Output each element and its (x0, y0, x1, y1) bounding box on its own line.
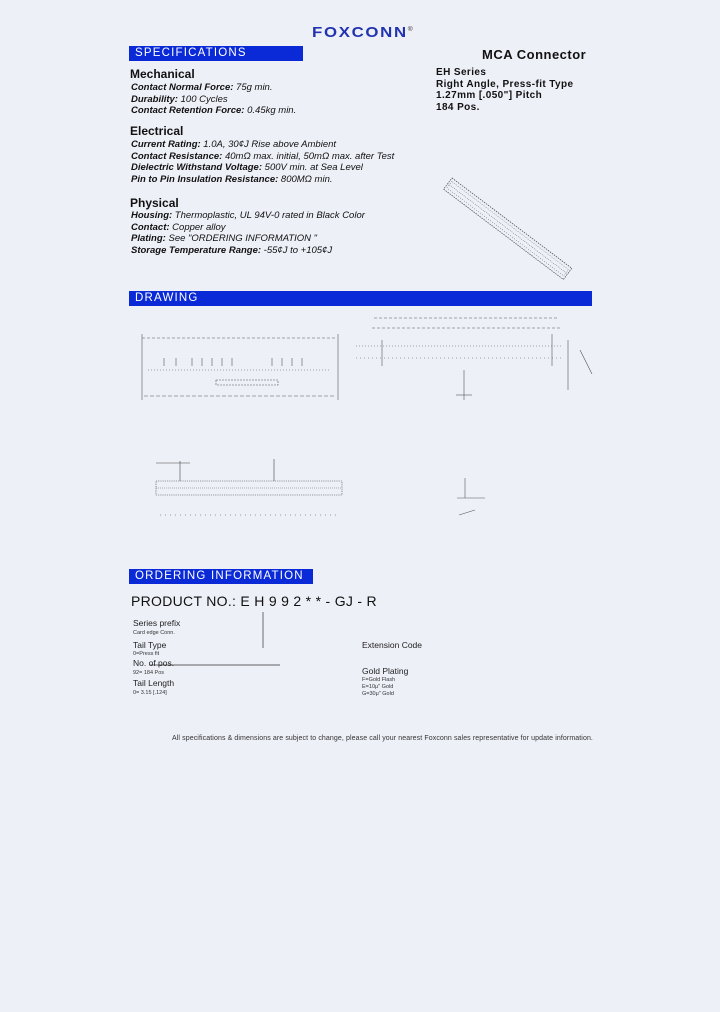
spec-row: Contact Retention Force: 0.45kg min. (131, 105, 297, 117)
spec-row: Plating: See "ORDERING INFORMATION " (131, 233, 318, 245)
spec-row: Dielectric Withstand Voltage: 500V min. at Sea Level (131, 162, 363, 174)
specifications-bar (129, 46, 303, 61)
spec-row: Contact Resistance: 40mΩ max. initial, 50mΩ max. after Test (131, 150, 395, 162)
extension-code-label: Extension Code (362, 640, 423, 650)
registered-mark: ® (407, 27, 415, 33)
series-line: 1.27mm [.050"] Pitch (436, 90, 543, 101)
drawing-bar (129, 291, 592, 306)
gold-plating-label: Gold Plating (362, 666, 409, 676)
physical-list (131, 210, 365, 256)
front-view-drawing (130, 330, 345, 410)
tail-type-sub: 0=Press fit (133, 651, 160, 657)
spec-row: Contact: Copper alloy (131, 221, 226, 233)
connector-photo (440, 170, 580, 280)
series-prefix-label: Series prefix (133, 618, 181, 628)
gold-plating-option: F=Gold Flash (362, 677, 396, 683)
series-line: Right Angle, Press-fit Type (436, 78, 574, 90)
ordering-bar (129, 569, 313, 584)
no-of-pos-label: No. of pos. (133, 658, 175, 668)
series-prefix-sub: Card edge Conn. (133, 630, 175, 636)
electrical-list (131, 139, 394, 185)
mechanical-list (131, 82, 296, 117)
no-of-pos-sub: 92= 184 Pos (133, 670, 165, 676)
product-title: MCA Connector (482, 47, 587, 62)
spec-row: Contact Normal Force: 75g min. (131, 82, 273, 93)
series-line: 184 Pos. (436, 101, 480, 113)
tail-type-label: Tail Type (133, 640, 167, 650)
spec-row: Housing: Thermoplastic, UL 94V-0 rated in Black Color (131, 210, 365, 221)
tail-length-label: Tail Length (133, 678, 175, 688)
bottom-view-drawing (150, 455, 350, 525)
gold-plating-option: G=30μ" Gold (362, 691, 394, 697)
brand-logo (312, 24, 414, 41)
spec-row: Current Rating: 1.0A, 30¢J Rise above Ambient (131, 139, 337, 150)
ordering-bar-label: ORDERING INFORMATION (135, 570, 304, 582)
physical-heading: Physical (130, 196, 179, 210)
specifications-bar-label: SPECIFICATIONS (135, 47, 247, 59)
tail-length-sub: 0= 3.15 [.124] (133, 690, 167, 696)
series-line: EH Series (436, 67, 487, 78)
brand-name: FOXCONN (312, 24, 408, 41)
series-info (436, 67, 573, 113)
spec-row: Durability: 100 Cycles (131, 93, 228, 105)
spec-row: Storage Temperature Range: -55¢J to +105¢J (131, 244, 333, 256)
mechanical-heading: Mechanical (130, 67, 195, 81)
drawing-bar-label: DRAWING (135, 292, 199, 304)
spec-row: Pin to Pin Insulation Resistance: 800MΩ min. (131, 173, 333, 185)
side-view-drawing (352, 310, 602, 420)
gold-plating-options (362, 677, 395, 698)
product-number: PRODUCT NO.: E H 9 9 2 * * - GJ - R (131, 593, 377, 609)
electrical-heading: Electrical (130, 124, 184, 138)
gold-plating-option: E=10μ" Gold (362, 684, 394, 690)
footer-note: All specifications & dimensions are subject to change, please call your nearest Foxconn sales representative for update information. (172, 735, 593, 742)
detail-view-drawing (445, 460, 505, 525)
